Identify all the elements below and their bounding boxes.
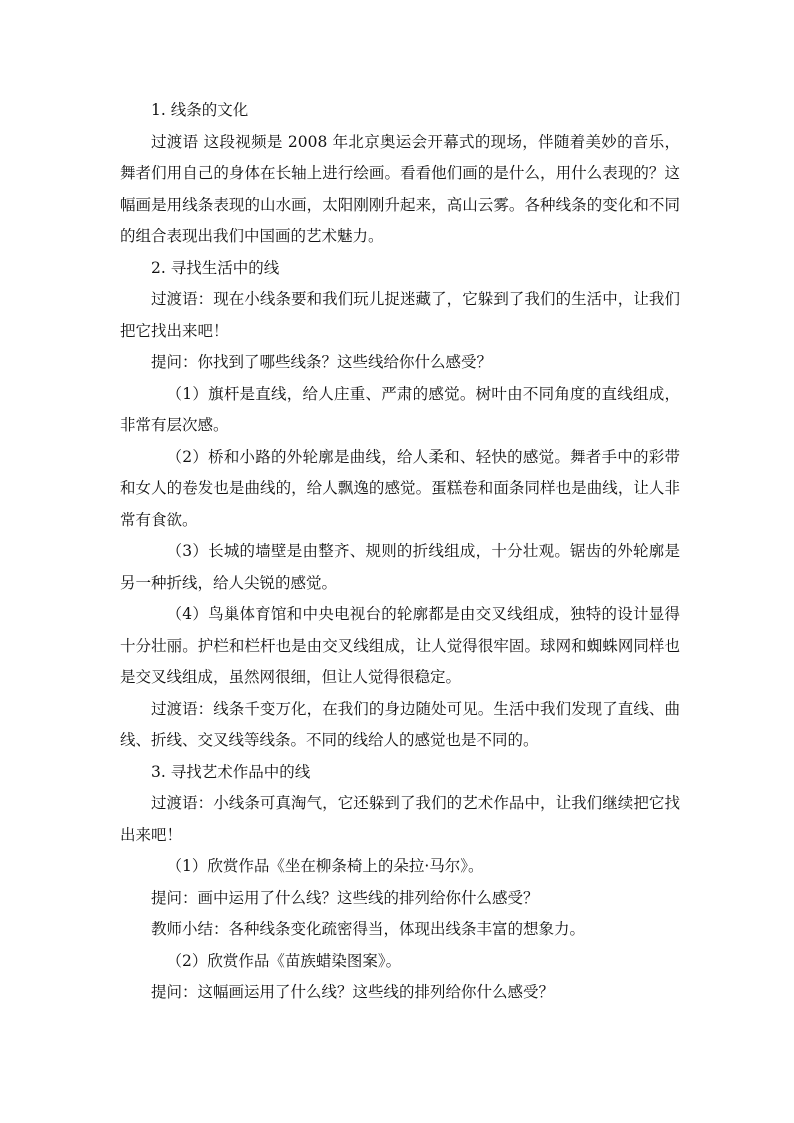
paragraph: 过渡语：现在小线条要和我们玩儿捉迷藏了，它躲到了我们的生活中，让我们把它找出来吧！ xyxy=(120,290,680,340)
paragraph: 过渡语：线条千变万化，在我们的身边随处可见。生活中我们发现了直线、曲线、折线、交叉线等线条。不同的线给人的感觉也是不同的。 xyxy=(120,699,680,749)
paragraph: 提问：画中运用了什么线？这些线的排列给你什么感受？ xyxy=(151,888,539,907)
list-item: （1）旗杆是直线，给人庄重、严肃的感觉。树叶由不同角度的直线组成，非常有层次感。 xyxy=(120,384,680,434)
section-heading: 3. 寻找艺术作品中的线 xyxy=(151,762,311,781)
list-item: （1）欣赏作品《坐在柳条椅上的朵拉·马尔》。 xyxy=(166,857,484,875)
list-item: （2）欣赏作品《苗族蜡染图案》。 xyxy=(166,951,402,970)
section-heading: 2. 寻找生活中的线 xyxy=(151,258,280,277)
document-body xyxy=(120,95,680,1009)
section-heading: 1. 线条的文化 xyxy=(151,101,249,119)
paragraph: 教师小结：各种线条变化疏密得当，体现出线条丰富的想象力。 xyxy=(151,920,586,938)
paragraph: 提问：这幅画运用了什么线？这些线的排列给你什么感受？ xyxy=(151,983,555,1001)
list-item: （2）桥和小路的外轮廓是曲线，给人柔和、轻快的感觉。舞者手中的彩带和女人的卷发也是曲线的，给人飘逸的感觉。蛋糕卷和面条同样也是曲线，让人非常有食欲。 xyxy=(120,447,680,529)
paragraph: 过渡语：小线条可真淘气，它还躲到了我们的艺术作品中，让我们继续把它找出来吧！ xyxy=(120,794,680,844)
paragraph: 过渡语 这段视频是 2008 年北京奥运会开幕式的现场，伴随着美妙的音乐，舞者们用自己的身体在长轴上进行绘画。看看他们画的是什么，用什么表现的？这幅画是用线条表现的山水画，太阳刚刚升起来，高山云雾。各种线条的变化和不同的组合表现出我们中国画的艺术魅力。 xyxy=(120,132,680,245)
list-item: （4）鸟巢体育馆和中央电视台的轮廓都是由交叉线组成，独特的设计显得十分壮丽。护栏和栏杆也是由交叉线组成，让人觉得很牢固。球网和蜘蛛网同样也是交叉线组成，虽然网很细，但让人觉得很稳定。 xyxy=(120,605,680,686)
paragraph: 提问：你找到了哪些线条？这些线给你什么感受？ xyxy=(151,353,493,371)
list-item: （3）长城的墙壁是由整齐、规则的折线组成，十分壮观。锯齿的外轮廓是另一种折线，给人尖锐的感觉。 xyxy=(120,542,680,592)
